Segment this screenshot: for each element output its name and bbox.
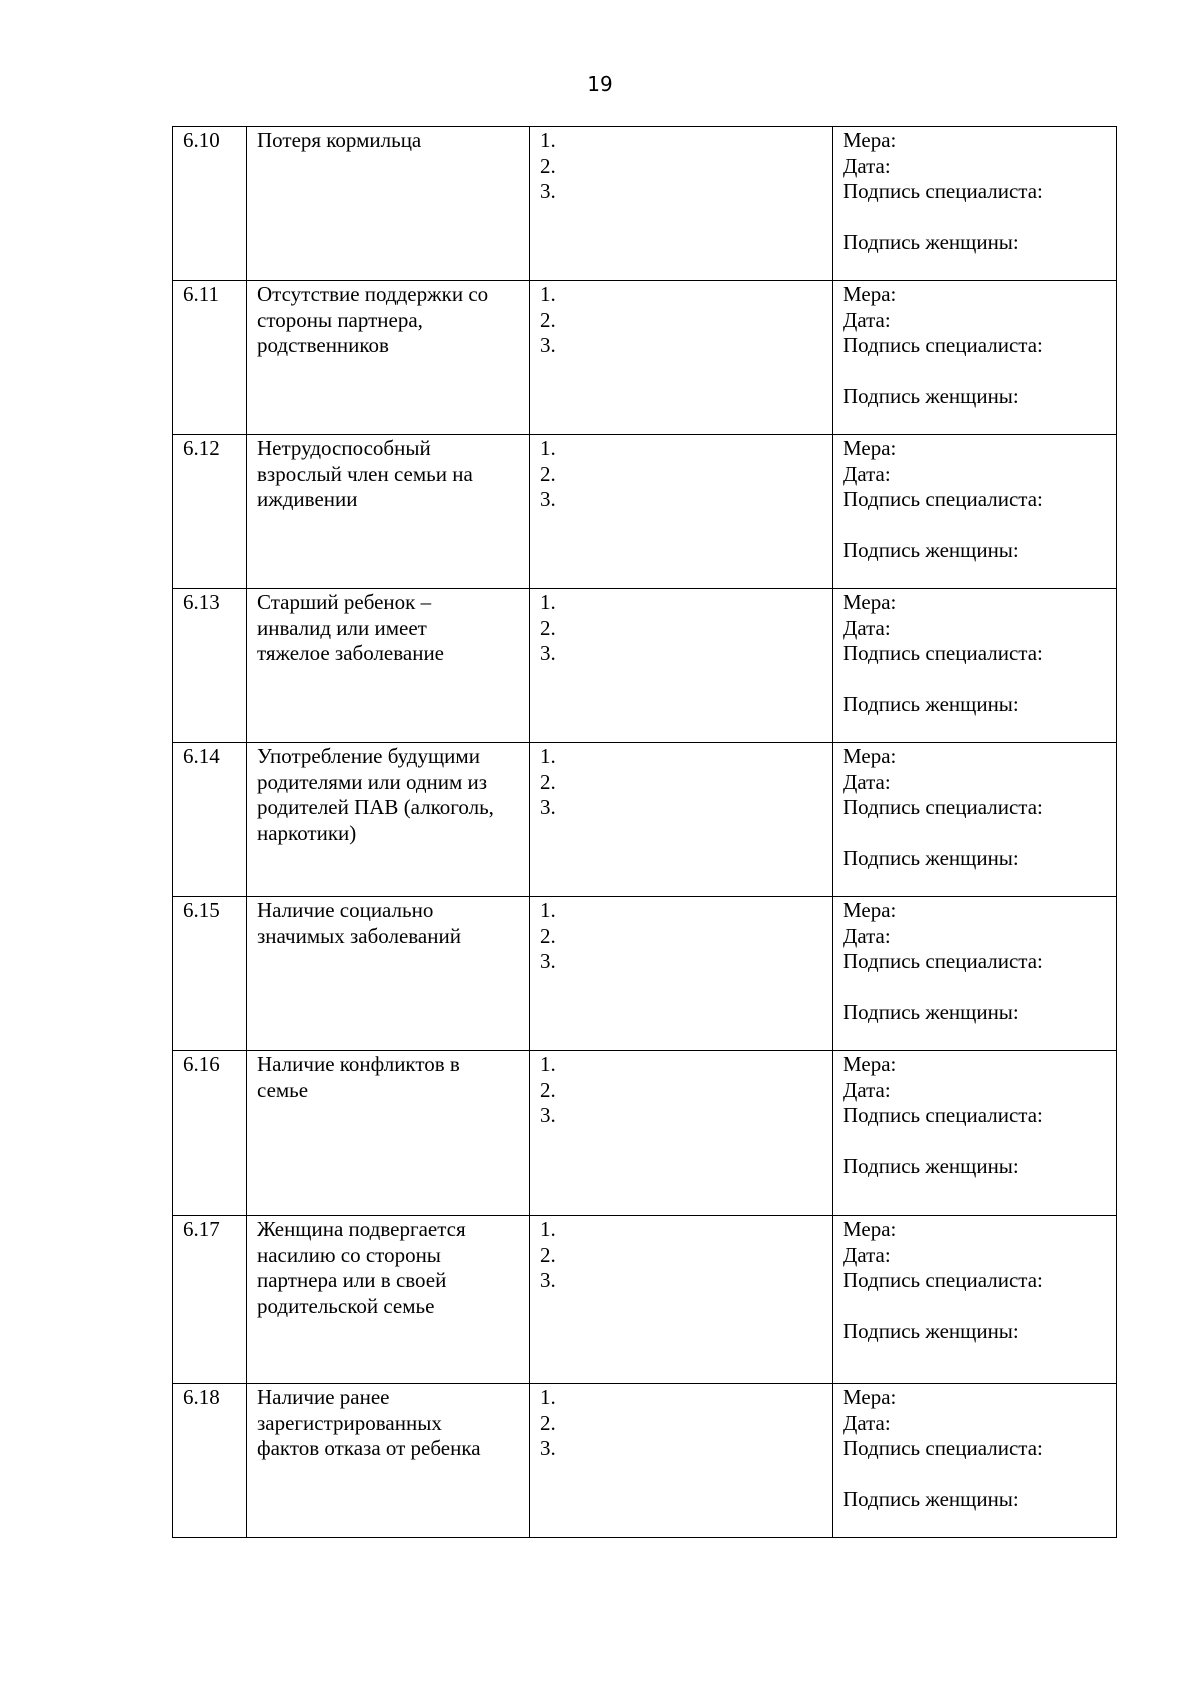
table-row — [173, 1051, 1117, 1216]
woman-signature-label: Подпись женщины: — [843, 1154, 1019, 1178]
specialist-signature-label: Подпись специалиста: — [843, 795, 1043, 819]
risk-factor-cell — [247, 1051, 530, 1216]
measures-list-cell — [530, 281, 833, 435]
signature-spacer — [843, 821, 1106, 847]
risk-factor-cell — [247, 743, 530, 897]
table-row — [173, 127, 1117, 281]
row-number: 6.14 — [173, 743, 247, 897]
list-marker: 3. — [540, 1436, 556, 1460]
row-number: 6.17 — [173, 1216, 247, 1384]
risk-factor-text: Наличие ранее — [257, 1385, 390, 1409]
signature-cell — [833, 1216, 1117, 1384]
table-row — [173, 281, 1117, 435]
signature-spacer — [843, 1462, 1106, 1488]
table-row — [173, 1216, 1117, 1384]
risk-factor-text: родительской семье — [257, 1293, 435, 1318]
list-marker: 2. — [540, 923, 556, 948]
specialist-signature-label: Подпись специалиста: — [843, 949, 1043, 973]
date-label: Дата: — [843, 1242, 891, 1267]
measures-list-cell — [530, 435, 833, 589]
list-marker: 2. — [540, 769, 556, 794]
measures-list-cell — [530, 743, 833, 897]
risk-factor-cell — [247, 897, 530, 1051]
table-row — [173, 435, 1117, 589]
measures-list-cell — [530, 897, 833, 1051]
list-marker: 1. — [540, 1052, 556, 1076]
risk-factor-cell — [247, 1384, 530, 1538]
signature-spacer — [843, 1294, 1106, 1320]
woman-signature-label: Подпись женщины: — [843, 692, 1019, 716]
list-marker: 3. — [540, 487, 556, 511]
signature-spacer — [843, 205, 1106, 231]
risk-factor-text: Отсутствие поддержки со — [257, 282, 489, 306]
measure-label: Мера: — [843, 590, 897, 614]
signature-spacer — [843, 1129, 1106, 1155]
specialist-signature-label: Подпись специалиста: — [843, 1268, 1043, 1292]
signature-cell — [833, 897, 1117, 1051]
list-marker: 3. — [540, 333, 556, 357]
list-marker: 2. — [540, 615, 556, 640]
measure-label: Мера: — [843, 282, 897, 306]
risk-factor-text: зарегистрированных — [257, 1410, 442, 1435]
specialist-signature-label: Подпись специалиста: — [843, 487, 1043, 511]
list-marker: 3. — [540, 179, 556, 203]
measure-label: Мера: — [843, 1217, 897, 1241]
signature-cell — [833, 127, 1117, 281]
woman-signature-label: Подпись женщины: — [843, 538, 1019, 562]
date-label: Дата: — [843, 461, 891, 486]
risk-factor-text: Употребление будущими — [257, 744, 480, 768]
list-marker: 3. — [540, 795, 556, 819]
page-number: 19 — [587, 72, 613, 96]
specialist-signature-label: Подпись специалиста: — [843, 179, 1043, 203]
risk-factor-text: Нетрудоспособный — [257, 436, 431, 460]
table-row — [173, 897, 1117, 1051]
date-label: Дата: — [843, 153, 891, 178]
signature-cell — [833, 589, 1117, 743]
list-marker: 3. — [540, 1268, 556, 1292]
risk-factor-text: родителей ПАВ (алкоголь, — [257, 795, 494, 819]
risk-factor-text: наркотики) — [257, 820, 357, 845]
specialist-signature-label: Подпись специалиста: — [843, 1103, 1043, 1127]
row-number: 6.10 — [173, 127, 247, 281]
risk-factor-text: иждивении — [257, 487, 358, 511]
woman-signature-label: Подпись женщины: — [843, 1000, 1019, 1024]
risk-factor-cell — [247, 1216, 530, 1384]
risk-factor-text: насилию со стороны — [257, 1242, 441, 1267]
list-marker: 2. — [540, 1242, 556, 1267]
risk-factor-text: Наличие конфликтов в — [257, 1052, 460, 1076]
date-label: Дата: — [843, 615, 891, 640]
risk-factor-text: Потеря кормильца — [257, 128, 422, 152]
table-body — [173, 127, 1117, 1538]
list-marker: 3. — [540, 949, 556, 973]
measure-label: Мера: — [843, 1052, 897, 1076]
date-label: Дата: — [843, 1077, 891, 1102]
list-marker: 1. — [540, 436, 556, 460]
risk-factor-text: Женщина подвергается — [257, 1217, 466, 1241]
list-marker: 1. — [540, 1217, 556, 1241]
row-number: 6.18 — [173, 1384, 247, 1538]
measure-label: Мера: — [843, 128, 897, 152]
risk-factor-cell — [247, 589, 530, 743]
measures-list-cell — [530, 127, 833, 281]
signature-cell — [833, 281, 1117, 435]
woman-signature-label: Подпись женщины: — [843, 1487, 1019, 1511]
woman-signature-label: Подпись женщины: — [843, 384, 1019, 408]
risk-factor-cell — [247, 435, 530, 589]
table-row — [173, 743, 1117, 897]
row-number: 6.15 — [173, 897, 247, 1051]
risk-factors-table — [172, 126, 1117, 1538]
list-marker: 2. — [540, 461, 556, 486]
signature-spacer — [843, 359, 1106, 385]
signature-cell — [833, 743, 1117, 897]
list-marker: 1. — [540, 744, 556, 768]
risk-factor-text: родителями или одним из — [257, 769, 488, 794]
risk-factor-text: значимых заболеваний — [257, 923, 461, 948]
risk-factor-text: тяжелое заболевание — [257, 641, 445, 665]
table-row — [173, 589, 1117, 743]
row-number: 6.16 — [173, 1051, 247, 1216]
date-label: Дата: — [843, 1410, 891, 1435]
signature-cell — [833, 435, 1117, 589]
signature-cell — [833, 1051, 1117, 1216]
measures-list-cell — [530, 1384, 833, 1538]
list-marker: 3. — [540, 641, 556, 665]
measures-list-cell — [530, 589, 833, 743]
risk-factor-cell — [247, 281, 530, 435]
measure-label: Мера: — [843, 898, 897, 922]
list-marker: 2. — [540, 153, 556, 178]
list-marker: 2. — [540, 1410, 556, 1435]
risk-factor-text: Наличие социально — [257, 898, 434, 922]
list-marker: 3. — [540, 1103, 556, 1127]
risk-factor-text: стороны партнера, — [257, 307, 423, 332]
row-number: 6.13 — [173, 589, 247, 743]
signature-cell — [833, 1384, 1117, 1538]
row-number: 6.12 — [173, 435, 247, 589]
specialist-signature-label: Подпись специалиста: — [843, 1436, 1043, 1460]
woman-signature-label: Подпись женщины: — [843, 846, 1019, 870]
risk-factor-text: партнера или в своей — [257, 1268, 447, 1292]
list-marker: 1. — [540, 128, 556, 152]
list-marker: 1. — [540, 590, 556, 614]
date-label: Дата: — [843, 923, 891, 948]
risk-factor-text: семье — [257, 1077, 309, 1102]
risk-factor-text: фактов отказа от ребенка — [257, 1436, 481, 1460]
signature-spacer — [843, 513, 1106, 539]
signature-spacer — [843, 975, 1106, 1001]
list-marker: 2. — [540, 307, 556, 332]
risk-factor-text: родственников — [257, 333, 389, 357]
date-label: Дата: — [843, 769, 891, 794]
risk-factor-text: взрослый член семьи на — [257, 461, 473, 486]
list-marker: 2. — [540, 1077, 556, 1102]
list-marker: 1. — [540, 282, 556, 306]
list-marker: 1. — [540, 1385, 556, 1409]
risk-factor-cell — [247, 127, 530, 281]
row-number: 6.11 — [173, 281, 247, 435]
measure-label: Мера: — [843, 436, 897, 460]
specialist-signature-label: Подпись специалиста: — [843, 333, 1043, 357]
measures-list-cell — [530, 1216, 833, 1384]
risk-factor-text: инвалид или имеет — [257, 615, 427, 640]
measure-label: Мера: — [843, 1385, 897, 1409]
list-marker: 1. — [540, 898, 556, 922]
measure-label: Мера: — [843, 744, 897, 768]
woman-signature-label: Подпись женщины: — [843, 1319, 1019, 1343]
date-label: Дата: — [843, 307, 891, 332]
table-row — [173, 1384, 1117, 1538]
measures-list-cell — [530, 1051, 833, 1216]
signature-spacer — [843, 667, 1106, 693]
specialist-signature-label: Подпись специалиста: — [843, 641, 1043, 665]
risk-factor-text: Старший ребенок – — [257, 590, 432, 614]
woman-signature-label: Подпись женщины: — [843, 230, 1019, 254]
